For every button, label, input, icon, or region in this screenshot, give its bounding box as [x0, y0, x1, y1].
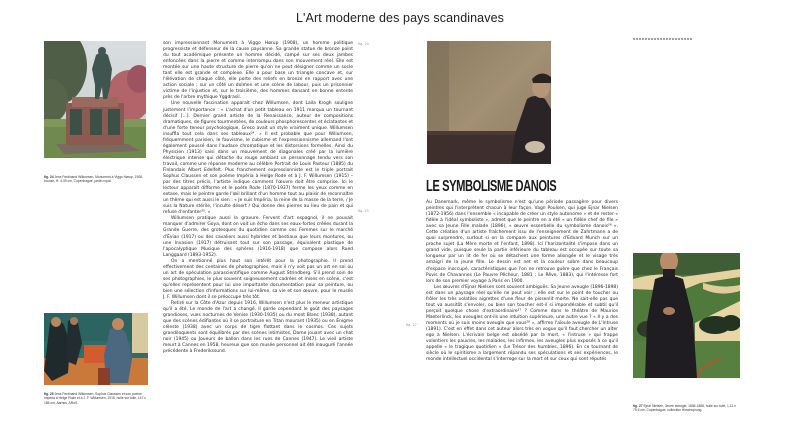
paragraph: Retiré sur la Côte d'Azur depuis 1916, Willumsen n'est plus le meneur artistique qu'il a été. Le monde de l'art a changé. Il garde cependant le goût des paysages grandioses, vues nocturnes de Venise (1930-1935) ou du mont Blanc (1938), autant que des scènes édifiantes où il se portraiture en Titan mourant (1935) ou en Énigme céleste (1938) avec un corps de tigre flottant dans le cosmos. Ces sujets grandiloquents sont équilibrés par des scènes intimistes, Dame jouant avec un chat noir (1945) ou Joueurs de ballon dans les rues de Cannes (1947). Le vieil artiste meurt à Cannes en 1958, heureux que son musée personnel ait été inauguré l'année précédente à Frederikssund.: [163, 301, 353, 355]
figure-27-label: fig. 27: [633, 404, 643, 408]
paragraph: Willumsen pratique aussi la gravure. Fervent d'art espagnol, il ne pouvait manquer d'admirer Goya, dont on voit un écho dans ses eaux-fortes créées durant la Grande Guerre, des grotesques du quotidien comme ces Femmes sur le marché d'Évian (1917) ou des cavaliers aussi hybrides et bestiaux que leurs montures, ou une Invasion (1917) détruisant tout sur son passage, équivalent plastique de l'apocalyptique Musique des sphères (1916-1918) que compose alors Rued Langgaard (1893-1952).: [163, 216, 353, 258]
running-head: [633, 38, 693, 40]
figure-25-caption-text: Jens Ferdinand Willumsen, Sophus Claussen et son poème Imperia à Helge Rode et à J. F. Willumsen, 1915, huile sur toile, 147 x 185 cm, Aarhus, ARoS.: [44, 392, 146, 405]
figure-27-caption: [633, 404, 743, 413]
text-column-right: [426, 200, 618, 363]
document-title: L'Art moderne des pays scandinaves: [296, 11, 504, 25]
figure-26-painting: [427, 41, 551, 164]
margin-ref-fig-25: fig. 25: [358, 209, 369, 213]
text-column-left: [163, 41, 353, 355]
figure-25-painting: [44, 313, 148, 385]
figure-24-statue-photo: [44, 41, 146, 158]
figure-27-caption-text: Ejnar Nielsen, Jeune aveugle, 1896-1898, huile sur toile, 1,11 x 79,5 cm, Copenhague, collection Hirschsprung.: [633, 404, 736, 413]
paragraph: Une nouvelle fascination apparaît chez Willumsen, dont Laila Krogh souligne justement l'importance : « L'achat d'un petit tableau en 1911 marqua un tournant décisif [...]. Dernier grand artiste de la Renaissance, auteur de compositions dramatiques, de figures tourmentées, de couleurs phosphorescentes et éclatantes et d'une forte teneur psychologique, Greco avait un style vraiment unique. Willumsen insuffla tout cela dans ses tableaux²⁴. » Il est probable que pour Willumsen, fréquemment parisien, le fauvisme, le cubisme et l'expressionnisme allemand l'ont également poussé dans l'audace chromatique et les distorsions formelles. Ainsi du Physicien (1913) saisi dans un mouvement de diagonales créé par la lumière électrique intense qui détache du rouge ambiant un personnage tendu vers son travail, comme une réponse moderne au célèbre Portrait de Louis Pasteur (1885) du Finlandais Albert Edelfelt. Plus franchement expressionniste est le triple portrait Sophus Claussen et son poème Impéria à Helge Rode et à J. F. Willumsen (1915) – par des titres précis, l'artiste indique comment l'œuvre doit être comprise. Ici le lecteur apparaît difforme et le poète Rode (1870-1937) ferme les yeux comme en extase, mais le peintre garde l'œil brillant d'un homme tout au plaisir de reconnaître un thème qui est aussi le sien : « Je suis Impéria, la reine de la masse de la terre, / Je suis la Nature stérile, l'inculte désert / Qui donne des pierres au lieu de pain et qui refuse d'enfanter²⁵. »: [163, 101, 353, 216]
paragraph: On a mentionné plus haut son intérêt pour la photographie. Il prend effectivement des centaines de photographies, mais il n'y voit pas un art en soi ou un art de spéculation parascientifique comme August Strindberg. S'il prend soin de ses photographies, le plus souvent soigneusement cadrées et mises en scène, c'est qu'elles représentent pour lui une importante documentation pour sa peinture, ou bien une sélection d'informations sur lui-même, sa vie et son œuvre, pour le musée J. F. Willumsen dont il se préoccupe très tôt.: [163, 258, 353, 300]
figure-24-label: fig. 24: [44, 175, 54, 179]
paragraph: Au Danemark, même le symbolisme n'est qu'une période passagère pour divers peintres qui l'interprètent chacun à leur façon. Vagn Poulsen, qui juge Ejnar Nielsen (1872-1956) dans l'ensemble « incapable de créer un style autonome » et de rester « fidèle à l'idéal symboliste », admet que le peintre en a été « un fidèle chef de file » avec sa Jeune Fille malade (1896), « œuvre essentielle du symbolisme danois²⁶ ». Cette création d'un artiste fraîchement issu de l'enseignement de Zahrtmann a de quoi surprendre, surtout si on la compare aux peintures d'Edvard Munch sur un proche sujet (La Mère morte et l'enfant, 1898). Ici l'horizontalité s'impose dans un grand vide, puisque seule la partie inférieure du tableau est occupée sur toute sa longueur par un lit de fer où se détachent une forme allongée et le visage très amaigri de la jeune fille. Le dessin est net et la couleur sobre dans beaucoup d'espace inoccupé, caractéristiques que l'on ne retrouve guère que chez le Français Puvis de Chavannes (Le Pauvre Pêcheur, 1881 ; Le Rêve, 1883), qui l'intéresse fort lors de son premier voyage à Paris en 1900.: [426, 200, 618, 284]
figure-27-painting: [633, 253, 740, 378]
figure-24-caption-text: Jens Ferdinand Willumsen, Monument à Viggo Hørup, 1908, bronze, H. 4,49 cm, Copenhague, jardin royal.: [44, 175, 143, 184]
paragraph: son impressionnant Monument à Viggo Hørup (1908), un homme politique progressiste et défenseur de la cause paysanne. Sa grande statue de bronze point du tout académique présente un homme décidé, campé sur ses deux jambes enfoncées dans la pierre et comme interrompu dans son mouvement réel. Elle est montée sur une haute structure de pierre qu'on ne peut désigner comme un socle tant elle est grande et complexe. Elle a pour base un triangle concave et, sur l'élévation de chaque côté, elle porte des reliefs en bronze en rapport avec une action sociale ; sur un côté un dolmen et une scène de labour, puis un prisonnier victime de l'injustice et, sur le troisième, des hommes dansant en bonne entente près de l'arbre mythique Yggdrasil.: [163, 41, 353, 101]
paragraph: Les œuvres d'Ejnar Nielsen sont souvent ambiguës. Sa Jeune aveugle (1896-1898) est dans un paysage réel qu'elle ne peut voir ; elle est sur le point de toucher ou frôler les très volatiles aigrettes d'une fleur de pissenlit morte. Ne sait-elle pas que tout va aussitôt s'envoler, ou bien son toucher est-il si impondérable et subtil qu'il perçoit quelque chose d'extraordinaire²⁷ ? Comme dans le théâtre de Maurice Maeterlinck, les aveugles ont-ils une intuition supérieure, une autre vue ? « Il y a des moments où je suis moins aveugle que vous²⁸ », affirme l'aïeule aveugle de L'Intruse (1891). C'est en effet dans cet auteur alors très en vogue qu'il faut chercher un alter ego à Nielsen. L'écrivain belge est obsédé par la mort, « l'intruse » qui frappe volontiers les pauvres, les malades, les infirmes, les aveugles plus exposés à ce qu'il appelle « le tragique quotidien » (Le Trésor des humbles, 1896). En ce tournant de siècle où le spiritisme a largement répandu ses spéculations et ses expériences, le monde intellectuel occidental s'interroge sur la mort et sur ceux qui sont réputés: [426, 284, 618, 363]
blind-girl-painting-image: [633, 253, 740, 378]
margin-ref-fig-27: fig. 27: [406, 323, 417, 327]
figure-25-caption: [44, 392, 150, 405]
figure-24-caption: [44, 175, 148, 184]
margin-ref-fig-24: fig. 24: [358, 42, 369, 46]
three-men-painting-image: [44, 313, 148, 385]
figure-25-label: fig. 25: [44, 392, 54, 396]
seated-woman-painting-image: [427, 41, 551, 164]
statue-image: [44, 41, 146, 158]
section-heading: LE SYMBOLISME DANOIS: [426, 178, 557, 195]
